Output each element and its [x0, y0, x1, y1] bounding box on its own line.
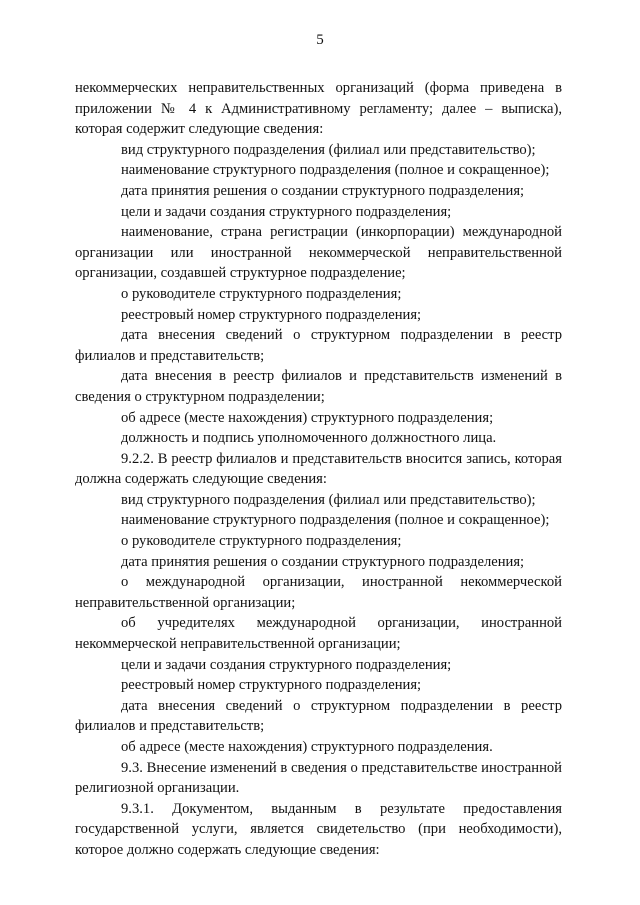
paragraph: вид структурного подразделения (филиал или представительство);	[121, 141, 536, 158]
paragraph: реестровый номер структурного подразделения;	[121, 306, 422, 323]
body-text	[75, 78, 562, 861]
paragraph: дата внесения сведений о структурном подразделении в реестр филиалов и представительств;	[75, 697, 562, 735]
paragraph: вид структурного подразделения (филиал или представительство);	[121, 491, 536, 508]
paragraph: дата внесения сведений о структурном подразделении в реестр филиалов и представительств;	[75, 327, 562, 364]
paragraph: дата принятия решения о создании структурного подразделения;	[121, 553, 525, 570]
paragraph: 9.2.2. В реестр филиалов и представительств вносится запись, которая должна содержать следующие сведения:	[75, 450, 562, 488]
paragraph: цели и задачи создания структурного подразделения;	[121, 203, 452, 220]
paragraph: об адресе (месте нахождения) структурного подразделения;	[121, 409, 494, 426]
paragraph: наименование структурного подразделения (полное и сокращенное);	[121, 162, 550, 179]
paragraph: цели и задачи создания структурного подразделения;	[121, 656, 452, 673]
paragraph: наименование структурного подразделения (полное и сокращенное);	[121, 512, 550, 529]
paragraph: 9.3. Внесение изменений в сведения о представительстве иностранной религиозной организации.	[75, 759, 562, 797]
paragraph: о руководителе структурного подразделения;	[121, 533, 402, 550]
paragraph: должность и подпись уполномоченного должностного лица.	[121, 430, 497, 447]
paragraph: реестровый номер структурного подразделения;	[121, 677, 422, 694]
page-number: 5	[316, 32, 324, 48]
paragraph: об адресе (месте нахождения) структурного подразделения.	[121, 739, 493, 755]
paragraph: дата принятия решения о создании структурного подразделения;	[121, 182, 525, 199]
paragraph: наименование, страна регистрации (инкорпорации) международной организации или иностранной некоммерческой неправительственной организации, создавшей структурное подразделение;	[75, 224, 562, 282]
paragraph: дата внесения в реестр филиалов и представительств изменений в сведения о структурном подразделении;	[75, 368, 562, 405]
paragraph: 9.3.1. Документом, выданным в результате предоставления государственной услуги, является свидетельство (при необходимости), которое должно содержать следующие сведения:	[75, 800, 562, 858]
paragraph: об учредителях международной организации, иностранной некоммерческой неправительственной организации;	[75, 615, 562, 653]
paragraph: о международной организации, иностранной некоммерческой неправительственной организации;	[75, 574, 562, 611]
paragraph: о руководителе структурного подразделения;	[121, 285, 402, 302]
paragraph: некоммерческих неправительственных организаций (форма приведена в приложении № 4 к Административному регламенту; далее – выписка), которая содержит следующие сведения:	[75, 80, 562, 138]
